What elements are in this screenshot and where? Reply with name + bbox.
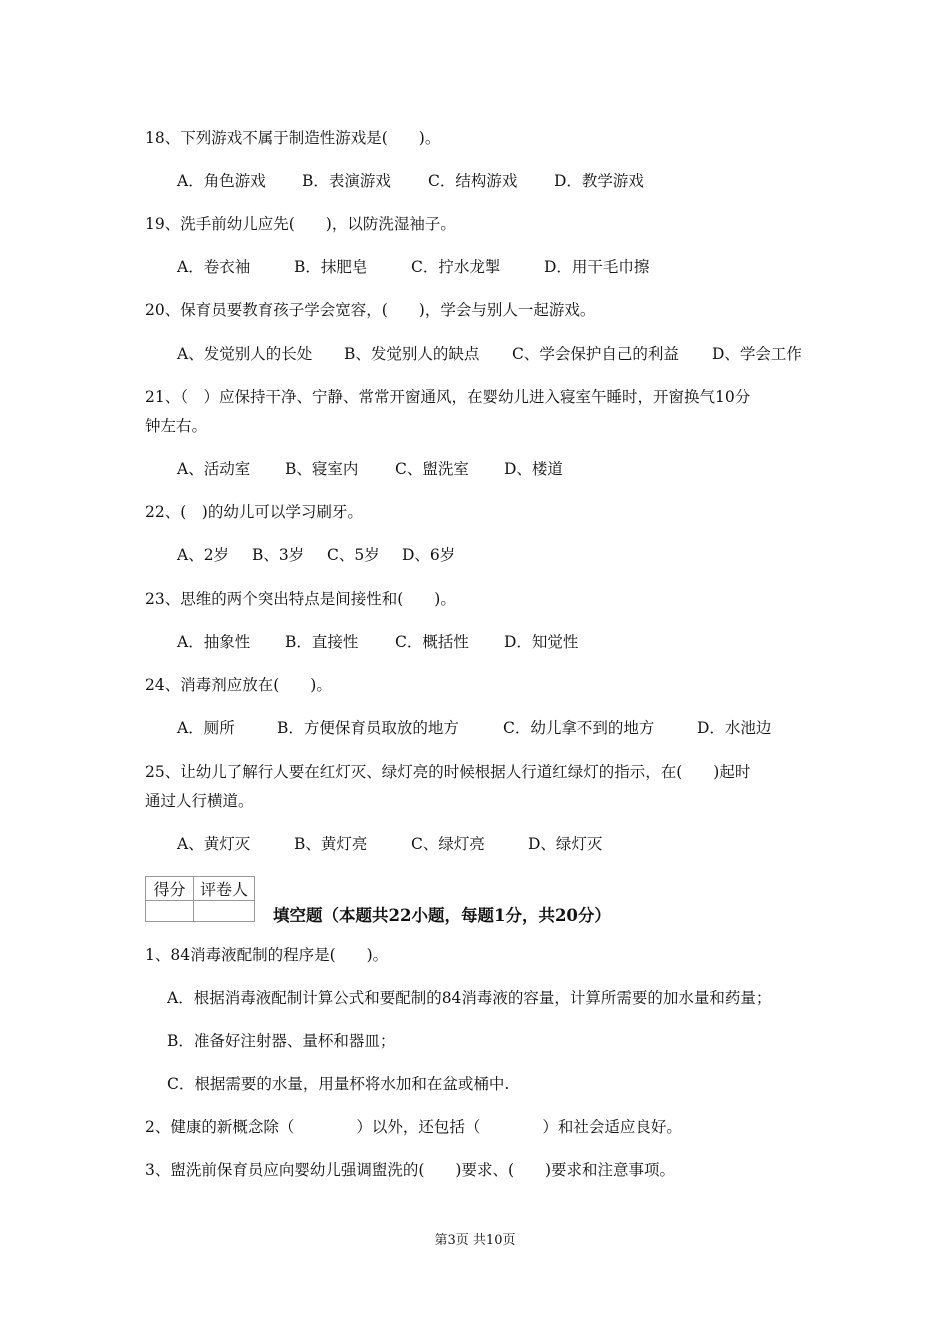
score-box	[145, 876, 255, 922]
fill-in-2: 2、健康的新概念除（ ）以外，还包括（ ）和社会适应良好。	[145, 1118, 682, 1136]
option-b: B．抹肥皂	[294, 258, 368, 276]
fill-in-1-stem: 1、84消毒液配制的程序是( )。	[145, 946, 389, 964]
option-a: A．卷衣袖	[177, 258, 251, 276]
option-b: B．直接性	[285, 633, 359, 651]
option-d: D．水池边	[697, 719, 772, 737]
option-a: A．角色游戏	[177, 172, 266, 190]
fill-in-3: 3、盥洗前保育员应向婴幼儿强调盥洗的( )要求、( )要求和注意事项。	[145, 1161, 676, 1179]
option-c: C．结构游戏	[428, 172, 518, 190]
option-c: C、盥洗室	[395, 460, 469, 478]
question-20-stem: 20、保育员要教育孩子学会宽容，( )，学会与别人一起游戏。	[145, 301, 596, 319]
option-c: C、绿灯亮	[411, 835, 485, 853]
option-b: B、寝室内	[285, 460, 359, 478]
question-21-stem-line1: 21、（ ）应保持干净、宁静、常常开窗通风，在婴幼儿进入寝室午睡时，开窗换气10分	[145, 388, 751, 406]
option-d: D．用干毛巾擦	[544, 258, 650, 276]
option-b: B、发觉别人的缺点	[344, 345, 480, 363]
option-d: D、绿灯灭	[528, 835, 603, 853]
question-21-stem-line2: 钟左右。	[145, 417, 208, 435]
option-b: B、黄灯亮	[294, 835, 368, 853]
fill-in-1-step-c: C．根据需要的水量，用量杯将水加和在盆或桶中.	[167, 1075, 510, 1093]
option-c: C．拧水龙掣	[411, 258, 501, 276]
option-a: A、活动室	[177, 460, 251, 478]
question-22-stem: 22、( )的幼儿可以学习刷牙。	[145, 503, 363, 521]
question-23-stem: 23、思维的两个突出特点是间接性和( )。	[145, 590, 456, 608]
option-b: B、3岁	[252, 546, 305, 564]
option-b: B．方便保育员取放的地方	[277, 719, 459, 737]
page-footer: 第3页 共10页	[434, 1233, 516, 1248]
option-b: B．表演游戏	[302, 172, 391, 190]
section-title: 填空题（本题共22小题，每题1分，共20分）	[273, 906, 611, 925]
grader-label: 评卷人	[194, 877, 255, 901]
option-a: A、黄灯灭	[177, 835, 251, 853]
option-d: D、6岁	[402, 546, 456, 564]
question-18-stem: 18、下列游戏不属于制造性游戏是( )。	[145, 129, 441, 147]
option-a: A．厕所	[177, 719, 235, 737]
option-c: C．幼儿拿不到的地方	[503, 719, 655, 737]
option-d: D．教学游戏	[554, 172, 644, 190]
option-c: C．概括性	[395, 633, 469, 651]
option-c: C、学会保护自己的利益	[512, 345, 679, 363]
question-25-stem-line2: 通过人行横道。	[145, 792, 254, 810]
option-a: A、发觉别人的长处	[177, 345, 313, 363]
option-c: C、5岁	[327, 546, 380, 564]
option-d: D、楼道	[504, 460, 563, 478]
option-d: D、学会工作	[712, 345, 802, 363]
question-19-stem: 19、洗手前幼儿应先( )，以防洗湿袖子。	[145, 215, 456, 233]
grader-cell	[194, 901, 255, 922]
option-d: D．知觉性	[504, 633, 579, 651]
option-a: A．抽象性	[177, 633, 251, 651]
score-label: 得分	[146, 877, 194, 901]
score-cell	[146, 901, 194, 922]
question-24-stem: 24、消毒剂应放在( )。	[145, 676, 332, 694]
option-a: A、2岁	[177, 546, 230, 564]
fill-in-1-step-b: B．准备好注射器、量杯和器皿；	[167, 1032, 396, 1050]
question-25-stem-line1: 25、让幼儿了解行人要在红灯灭、绿灯亮的时候根据人行道红绿灯的指示，在( )起时	[145, 763, 751, 781]
fill-in-1-step-a: A．根据消毒液配制计算公式和要配制的84消毒液的容量，计算所需要的加水量和药量；	[167, 989, 772, 1007]
